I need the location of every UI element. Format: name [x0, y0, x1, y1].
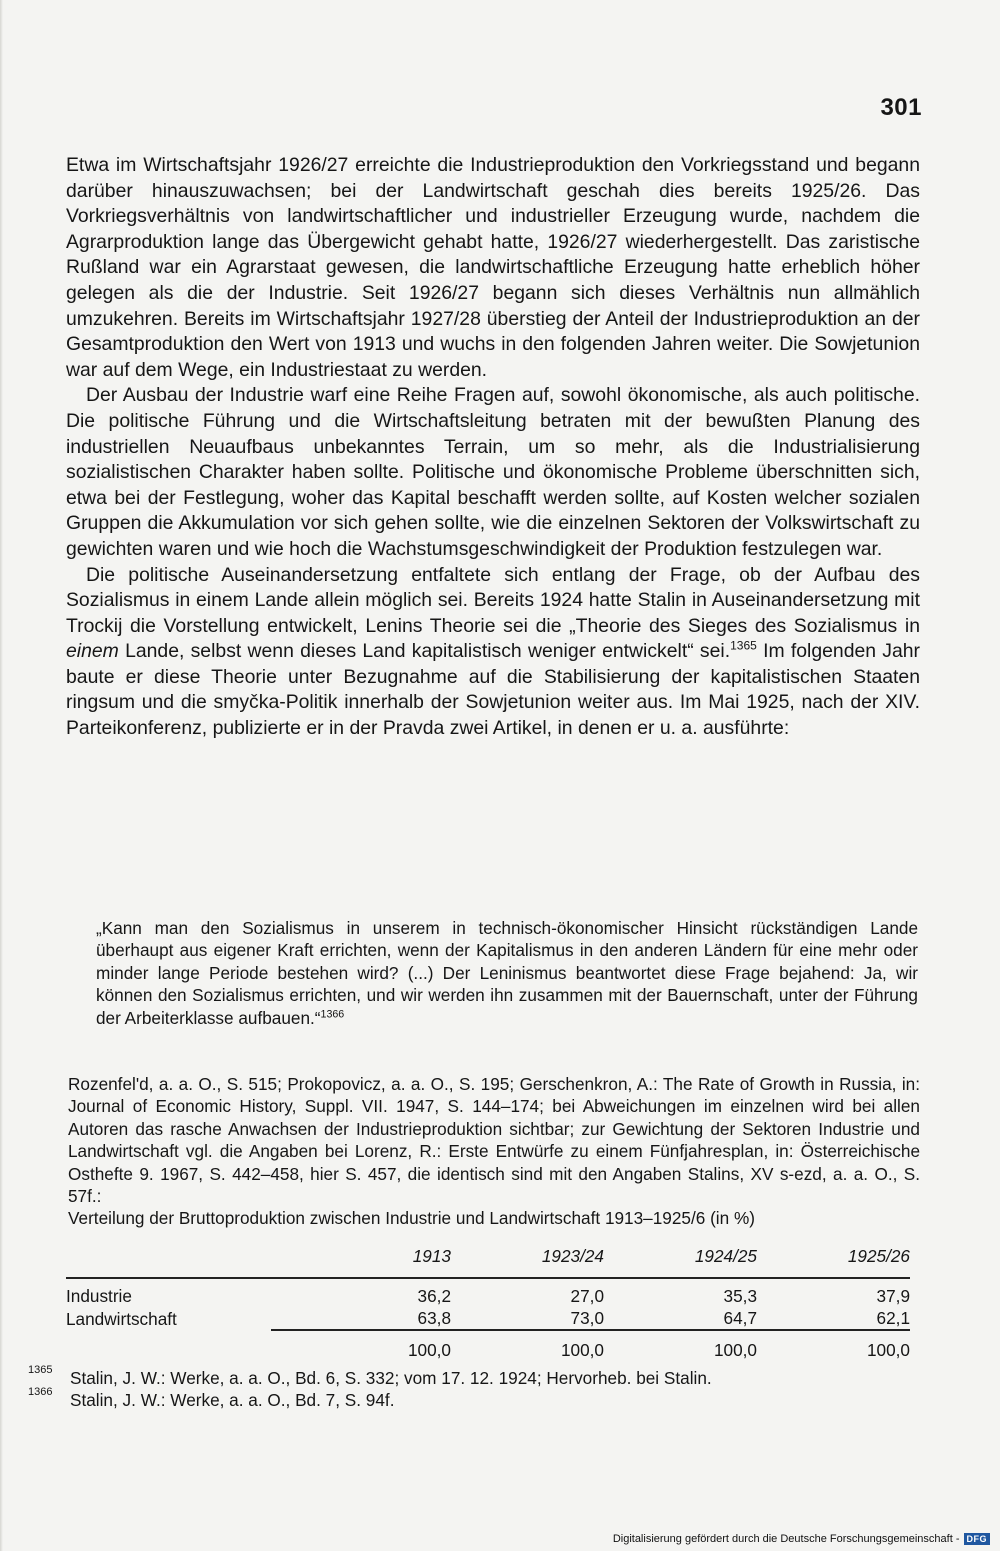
paragraph-1: Etwa im Wirtschaftsjahr 1926/27 erreichte die Industrieproduktion den Vorkriegsstand und begann darüber hinauszuwachsen; bei der Landwirtschaft geschah dies bereits 1925/26. Das Vorkriegsverhältnis von landwirtschaftlicher und industrieller Erzeugung wurde, nachdem die Agrarproduktion lange das Übergewicht gehabt hatte, 1926/27 wiederhergestellt. Das zaristische Rußland war ein Agrarstaat gewesen, die landwirtschaftliche Erzeugung hatte erheblich höher gelegen als die der Industrie. Seit 1926/27 begann sich dieses Verhältnis nun allmählich umzukehren. Bereits im Wirtschaftsjahr 1927/28 überstieg der Anteil der Industrieproduktion an der Gesamtproduktion den Wert von 1913 und wuchs in den folgenden Jahren weiter. Die Sowjetunion war auf dem Wege, ein Industriestaat zu werden. — [66, 154, 920, 381]
footnotes — [28, 1364, 920, 1412]
table-cell: 63,8 — [417, 1308, 451, 1328]
table-header-blank — [66, 1245, 271, 1278]
table-cell: 27,0 — [451, 1278, 604, 1307]
quote-text: „Kann man den Sozialismus in unserem in technisch-ökonomischer Hinsicht rückständigen Lande überhaupt aus eigener Kraft errichten, wenn der Kapitalismus in den anderen Ländern für eine mehr oder minder lange Periode bestehen wird? (...) Der Leninismus beantwortet diese Frage bejahend: Ja, wir können den Sozialismus errichten, und wir werden ihn zusammen mit der Bauernschaft, unter der Führung der Arbeiterklasse aufbauen.“ — [96, 918, 918, 1028]
production-table — [66, 1245, 910, 1361]
table-row — [66, 1278, 910, 1307]
paragraph-2: Der Ausbau der Industrie warf eine Reihe Fragen auf, sowohl ökonomische, als auch politische. Die politische Führung und die Wirtschaftsleitung betraten mit der bewußten Planung des industriellen Neuaufbaus unbekanntes Terrain, um so mehr, als die Industrialisierung sozialistischen Charakter haben sollte. Politische und ökonomische Probleme überschnitten sich, etwa bei der Festlegung, woher das Kapital beschafft werden sollte, auf Kosten welcher sozialen Gruppen die Akkumulation vor sich gehen sollte, wie die einzelnen Sektoren der Volkswirtschaft zu gewichten waren und wie hoch die Wachstumsgeschwindigkeit der Produktion festzulegen war. — [66, 384, 920, 560]
paragraph-3-part-a: Die politische Auseinandersetzung entfaltete sich entlang der Frage, ob der Aufbau des Sozialismus in einem Lande allein möglich sei. Bereits 1924 hatte Stalin in Auseinandersetzung mit Trockij die Vorstellung entwickelt, Lenins Theorie sei die „Theorie des Sieges des Sozialismus in — [66, 563, 920, 637]
total-label-blank — [66, 1330, 271, 1361]
total-cell: 100,0 — [271, 1330, 451, 1361]
table-cell: 62,1 — [876, 1308, 910, 1328]
footnote-continuation-text: Rozenfel'd, a. a. O., S. 515; Prokopovicz, a. a. O., S. 195; Gerschenkron, A.: The Rate of Growth in Russia, in: Journal of Economic History, Suppl. VII. 1947, S. 144–174; bei Abweichungen im einzelnen wird bei allen Autoren das rasche Anwachsen der Industrieproduktion sichtbar; zur Gewichtung der Sektoren Industrie und Landwirtschaft vgl. die Angaben bei Lorenz, R.: Erste Entwürfe zu einem Fünfjahresplan, in: Österreichische Osthefte 9. 1967, S. 442–458, hier S. 457, die identisch sind mit den Angaben Stalins, XV s-ezd, a. a. O., S. 57f.: — [68, 1074, 920, 1207]
funding-credit-text: Digitalisierung gefördert durch die Deutsche Forschungsgemeinschaft - — [612, 1533, 960, 1545]
footnote-text: Stalin, J. W.: Werke, a. a. O., Bd. 6, S. 332; vom 17. 12. 1924; Hervorheb. bei Stalin. — [70, 1368, 712, 1388]
body-text — [66, 153, 920, 742]
table-cell: 37,9 — [757, 1278, 910, 1307]
footnote-number: 1366 — [28, 1386, 53, 1399]
page-number: 301 — [880, 94, 922, 121]
total-cell: 100,0 — [757, 1330, 910, 1361]
table-cell: 35,3 — [604, 1278, 757, 1307]
paragraph-3 — [66, 563, 920, 742]
funding-credit — [613, 1533, 990, 1545]
table-cell: 73,0 — [570, 1308, 604, 1328]
table-total-row — [66, 1330, 910, 1361]
block-quote — [96, 917, 918, 1029]
table-header-row — [66, 1245, 910, 1278]
footnote-continuation — [68, 1073, 920, 1230]
emphasis-einem: einem — [66, 640, 119, 663]
table-caption: Verteilung der Bruttoproduktion zwischen Industrie und Landwirtschaft 1913–1925/6 (in %) — [68, 1208, 755, 1229]
footnote-number: 1365 — [28, 1364, 53, 1376]
table-header-cell: 1925/26 — [847, 1246, 910, 1266]
footnote-1366 — [28, 1386, 920, 1411]
paragraph-3-part-b: Lande, selbst wenn dieses Land kapitalistisch weniger entwickelt“ sei. — [118, 640, 731, 663]
page-edge-shadow — [0, 0, 3, 1551]
total-cell: 100,0 — [451, 1330, 604, 1361]
table-cell: 64,7 — [723, 1308, 757, 1328]
table-header-cell: 1924/25 — [694, 1246, 757, 1266]
footnote-ref-1366[interactable]: 1366 — [320, 1007, 345, 1020]
paragraph-3-part-c: Im folgenden Jahr baute er diese Theorie unter Bezugnahme auf die Stabilisierung der kapitalistischen Staaten ringsum und die smyčka-Politik innerhalb der Sowjetunion weiter aus. Im Mai 1925, nach der XIV. Parteikonferenz, publizierte er in der Pravda zwei Artikel, in denen er u. a. ausführte: — [66, 640, 921, 740]
table-row — [66, 1307, 910, 1330]
footnote-ref-1365[interactable]: 1365 — [730, 638, 757, 653]
footnote-1365 — [28, 1364, 920, 1389]
footnote-text: Stalin, J. W.: Werke, a. a. O., Bd. 7, S. 94f. — [70, 1390, 395, 1411]
table-header-cell: 1923/24 — [541, 1246, 604, 1266]
row-label: Industrie — [66, 1278, 271, 1307]
row-label: Landwirtschaft — [66, 1308, 177, 1329]
table-header-cell: 1913 — [412, 1246, 451, 1266]
table-cell: 36,2 — [271, 1278, 451, 1307]
total-cell: 100,0 — [604, 1330, 757, 1361]
dfg-logo: DFG — [964, 1533, 991, 1545]
